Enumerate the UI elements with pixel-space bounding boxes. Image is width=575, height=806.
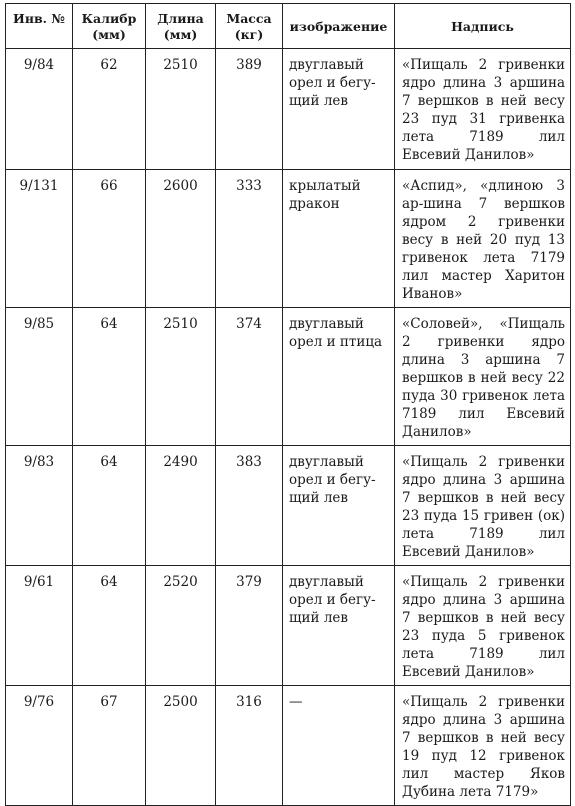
cell-length: 2500 — [146, 686, 216, 806]
cell-length: 2600 — [146, 170, 216, 308]
cell-inscription: «Пищаль 2 гривенки ядро длина 3 аршина 7 вершков в ней весу 23 пуда 15 гривен (ок) лета 7189 лил Евсевий Данилов» — [395, 446, 571, 566]
cell-mass: 389 — [216, 49, 283, 170]
cell-caliber: 64 — [73, 566, 146, 686]
header-inventory-number: Инв. № — [6, 4, 73, 49]
cell-inventory-number: 9/85 — [6, 308, 73, 446]
table-row — [6, 49, 571, 170]
table-row — [6, 308, 571, 446]
cell-caliber: 62 — [73, 49, 146, 170]
header-inscription: Надпись — [395, 4, 571, 49]
table-body — [6, 49, 571, 806]
cell-image: двуглавый орел и бегу-щий лев — [283, 49, 395, 170]
table-header — [6, 4, 571, 49]
cannon-inventory-table — [5, 3, 571, 806]
cell-length: 2510 — [146, 49, 216, 170]
cell-inventory-number: 9/84 — [6, 49, 73, 170]
cell-mass: 333 — [216, 170, 283, 308]
header-length: Длина (мм) — [146, 4, 216, 49]
cell-inventory-number: 9/76 — [6, 686, 73, 806]
header-row — [6, 4, 571, 49]
cell-length: 2490 — [146, 446, 216, 566]
cell-inventory-number: 9/61 — [6, 566, 73, 686]
header-mass: Масса (кг) — [216, 4, 283, 49]
cell-mass: 374 — [216, 308, 283, 446]
table-row — [6, 686, 571, 806]
cell-inscription: «Пищаль 2 гривенки ядро длина 3 аршина 7 вершков в ней весу 23 пуд 31 гривенка лета 7189 лил Евсевий Данилов» — [395, 49, 571, 170]
cell-caliber: 64 — [73, 308, 146, 446]
cell-inventory-number: 9/131 — [6, 170, 73, 308]
cell-inscription: «Пищаль 2 гривенки ядро длина 3 аршина 7 вершков в ней весу 23 пуда 5 гривенок лета 7189 лил Евсевий Данилов» — [395, 566, 571, 686]
cell-inscription: «Пищаль 2 гривенки ядро длина 3 аршина 7 вершков в ней весу 19 пуд 12 гривенок лил мастер Яков Дубина лета 7179» — [395, 686, 571, 806]
cell-image: двуглавый орел и бегу-щий лев — [283, 446, 395, 566]
cell-image: — — [283, 686, 395, 806]
table-row — [6, 446, 571, 566]
cell-image: двуглавый орел и бегу-щий лев — [283, 566, 395, 686]
cell-caliber: 64 — [73, 446, 146, 566]
table-row — [6, 170, 571, 308]
cell-length: 2520 — [146, 566, 216, 686]
cell-image: крылатый дракон — [283, 170, 395, 308]
cell-mass: 379 — [216, 566, 283, 686]
table-row — [6, 566, 571, 686]
cell-caliber: 66 — [73, 170, 146, 308]
cell-length: 2510 — [146, 308, 216, 446]
cell-inscription: «Аспид», «длиною 3 ар-шина 7 вершков ядром 2 гривенки весу в ней 20 пуд 13 гривенок лета 7179 лил мастер Харитон Иванов» — [395, 170, 571, 308]
header-image: изображение — [283, 4, 395, 49]
cell-mass: 316 — [216, 686, 283, 806]
cell-inventory-number: 9/83 — [6, 446, 73, 566]
cell-caliber: 67 — [73, 686, 146, 806]
header-caliber: Калибр (мм) — [73, 4, 146, 49]
cell-image: двуглавый орел и птица — [283, 308, 395, 446]
cell-inscription: «Соловей», «Пищаль 2 гривенки ядро длина 3 аршина 7 вершков в ней весу 22 пуда 30 гривенок лета 7189 лил Евсевий Данилов» — [395, 308, 571, 446]
cell-mass: 383 — [216, 446, 283, 566]
